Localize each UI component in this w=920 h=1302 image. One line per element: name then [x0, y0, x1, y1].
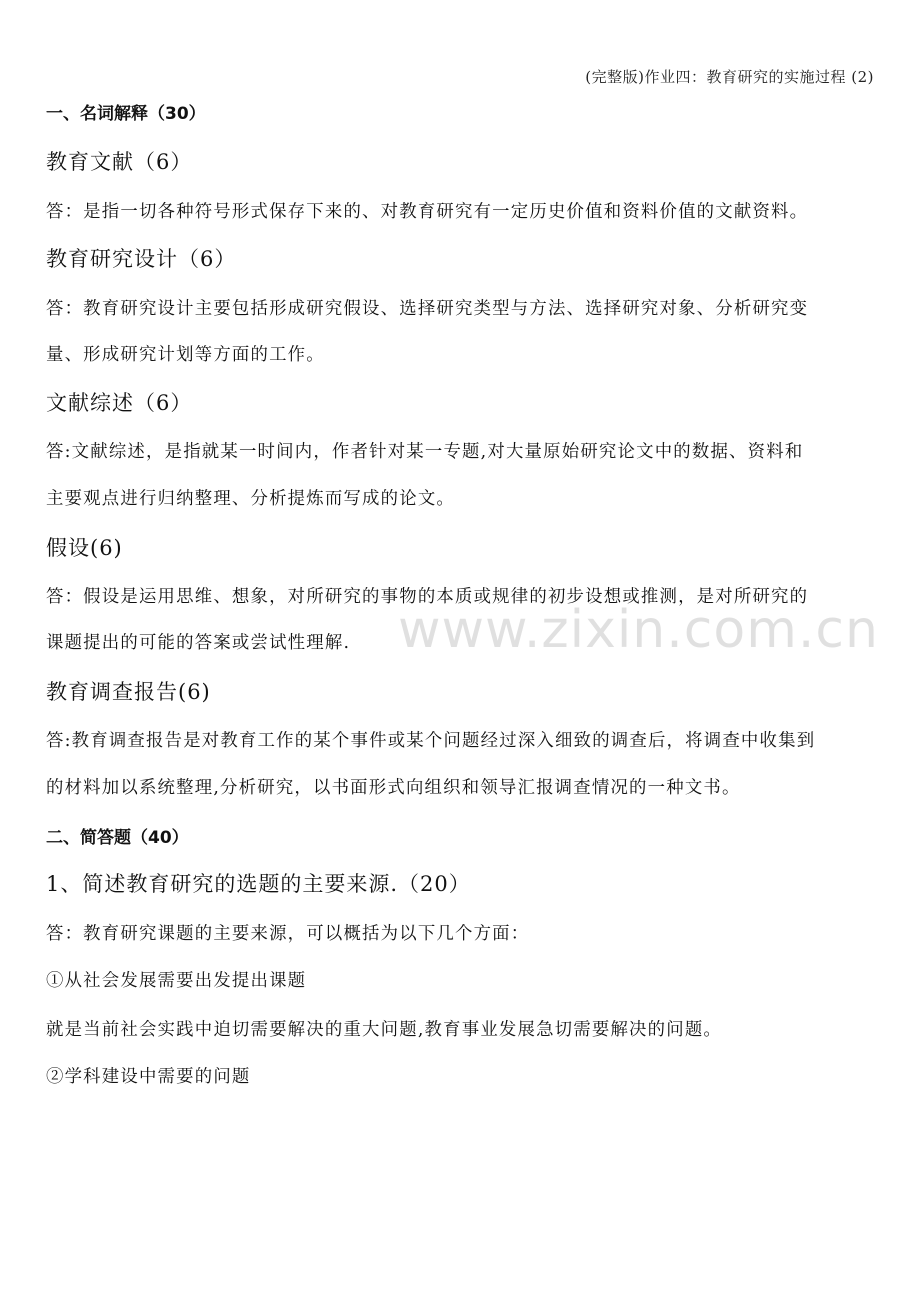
section-heading-definitions: 一、名词解释（30）	[46, 104, 206, 124]
point-text: 就是当前社会实践中迫切需要解决的重大问题,教育事业发展急切需要解决的问题。	[46, 1020, 722, 1040]
answer-line: 答：是指一切各种符号形式保存下来的、对教育研究有一定历史价值和资料价值的文献资料。	[46, 202, 809, 222]
answer-line: 答:文献综述，是指就某一时间内，作者针对某一专题,对大量原始研究论文中的数据、资料和	[46, 442, 804, 462]
term-title: 教育调查报告(6)	[46, 680, 211, 704]
term-title: 假设(6)	[46, 536, 123, 560]
answer-intro: 答：教育研究课题的主要来源，可以概括为以下几个方面：	[46, 924, 530, 944]
answer-line: 课题提出的可能的答案或尝试性理解.	[46, 633, 351, 653]
term-title: 教育文献（6）	[46, 150, 193, 174]
answer-line: 答：假设是运用思维、想象，对所研究的事物的本质或规律的初步设想或推测，是对所研究的	[46, 587, 809, 607]
term-title: 教育研究设计（6）	[46, 247, 237, 271]
page-header-title: (完整版)作业四：教育研究的实施过程 (2)	[585, 68, 874, 86]
point-title: ②学科建设中需要的问题	[46, 1067, 251, 1087]
point-title: ①从社会发展需要出发提出课题	[46, 971, 307, 991]
section-heading-short-answer: 二、简答题（40）	[46, 828, 189, 848]
answer-line: 的材料加以系统整理,分析研究，以书面形式向组织和领导汇报调查情况的一种文书。	[46, 778, 741, 798]
answer-line: 量、形成研究计划等方面的工作。	[46, 345, 325, 365]
answer-line: 答:教育调查报告是对教育工作的某个事件或某个问题经过深入细致的调查后，将调查中收集到	[46, 731, 816, 751]
answer-line: 主要观点进行归纳整理、分析提炼而写成的论文。	[46, 489, 455, 509]
answer-line: 答：教育研究设计主要包括形成研究假设、选择研究类型与方法、选择研究对象、分析研究变	[46, 299, 809, 319]
watermark-text: www.zixin.com.cn	[398, 600, 879, 660]
term-title: 文献综述（6）	[46, 391, 193, 415]
question-title: 1、简述教育研究的选题的主要来源.（20）	[46, 872, 471, 896]
